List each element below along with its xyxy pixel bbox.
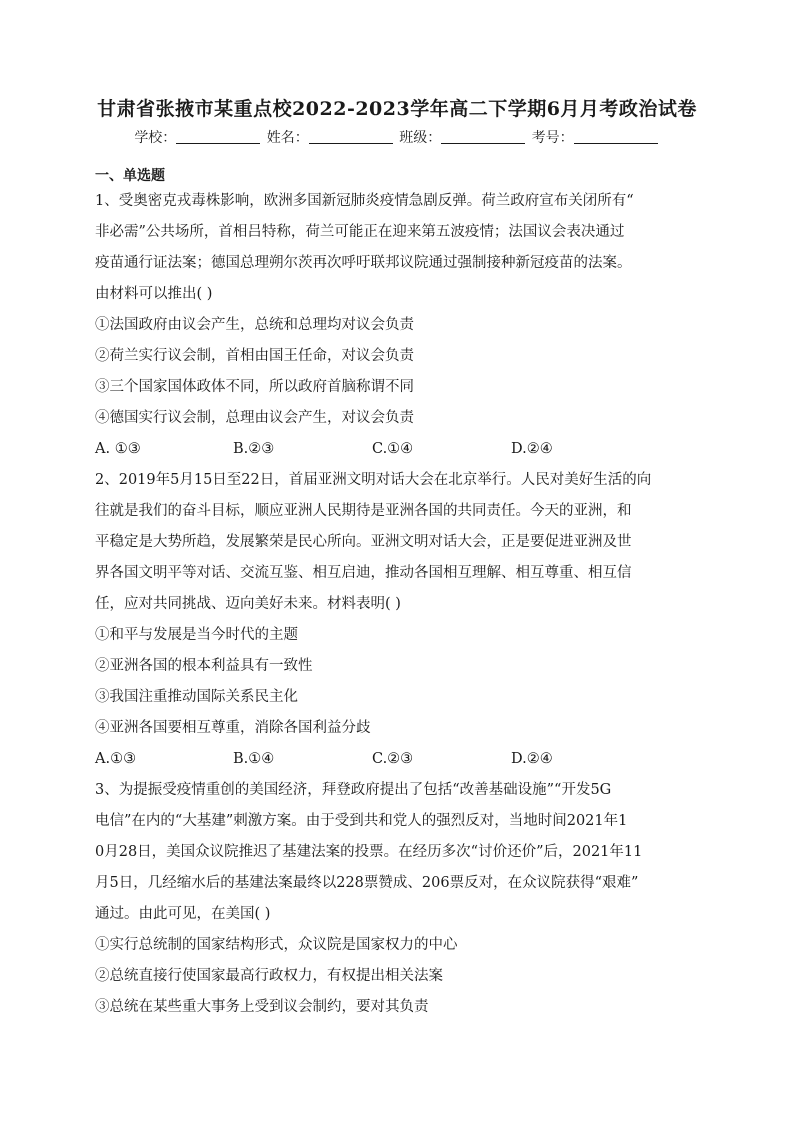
question-stem-line: 通过。由此可见，在美国( ): [95, 906, 271, 922]
question-stem-line: 非必需”公共场所，首相吕特称，荷兰可能正在迎来第五波疫情；法国议会表决通过: [95, 224, 625, 240]
number-label: 考号：: [531, 130, 574, 146]
statement-option: ②亚洲各国的根本利益具有一致性: [95, 658, 313, 674]
statement-option: ②总统直接行使国家最高行政权力，有权提出相关法案: [95, 968, 443, 984]
student-info-row: [0, 127, 794, 147]
class-blank[interactable]: [441, 130, 525, 144]
name-label: 姓名：: [266, 130, 309, 146]
question-stem-line: 界各国文明平等对话、交流互鉴、相互启迪，推动各国相互理解、相互尊重、相互信: [95, 565, 632, 581]
answer-choice-c[interactable]: C.②③: [372, 751, 414, 767]
section-heading: 一、单选题: [95, 168, 165, 184]
answer-choice-a[interactable]: A. ①③: [95, 441, 141, 457]
question-stem-line: 2、2019年5月15日至22日，首届亚洲文明对话大会在北京举行。人民对美好生活的向: [95, 472, 652, 488]
question-stem-line: 0月28日，美国众议院推迟了基建法案的投票。在经历多次“讨价还价”后，2021年11: [95, 844, 643, 860]
question-1: [95, 186, 701, 465]
statement-option: ②荷兰实行议会制，首相由国王任命，对议会负责: [95, 348, 414, 364]
question-stem-line: 3、为提振受疫情重创的美国经济，拜登政府提出了包括“改善基础设施”“开发5G: [95, 782, 612, 798]
answer-choice-c[interactable]: C.①④: [372, 441, 414, 457]
answer-choices: [95, 744, 701, 775]
answer-choice-d[interactable]: D.②④: [511, 441, 553, 457]
statement-option: ④德国实行议会制，总理由议会产生，对议会负责: [95, 410, 414, 426]
statement-option: ③总统在某些重大事务上受到议会制约，要对其负责: [95, 999, 429, 1015]
question-list: [95, 186, 701, 1023]
answer-choice-b[interactable]: B.①④: [233, 751, 275, 767]
question-stem-line: 由材料可以推出( ): [95, 286, 213, 302]
statement-option: ③三个国家国体政体不同，所以政府首脑称谓不同: [95, 379, 414, 395]
question-stem-line: 往就是我们的奋斗目标，顺应亚洲人民期待是亚洲各国的共同责任。今天的亚洲，和: [95, 503, 632, 519]
question-stem-line: 电信”在内的“大基建”刺激方案。由于受到共和党人的强烈反对，当地时间2021年1: [95, 813, 628, 829]
answer-choice-b[interactable]: B.②③: [233, 441, 275, 457]
question-stem-line: 疫苗通行证法案；德国总理朔尔茨再次呼吁联邦议院通过强制接种新冠疫苗的法案。: [95, 255, 632, 271]
class-label: 班级：: [399, 130, 442, 146]
question-stem-line: 月5日，几经缩水后的基建法案最终以228票赞成、206票反对，在众议院获得“艰难”: [95, 875, 639, 891]
school-blank[interactable]: [176, 130, 260, 144]
question-3: [95, 775, 701, 1023]
question-stem-line: 1、受奥密克戎毒株影响，欧洲多国新冠肺炎疫情急剧反弹。荷兰政府宣布关闭所有“: [95, 193, 634, 209]
question-stem-line: 任，应对共同挑战、迈向美好未来。材料表明( ): [95, 596, 401, 612]
exam-title: 甘肃省张掖市某重点校2022-2023学年高二下学期6月月考政治试卷: [97, 98, 697, 120]
statement-option: ①实行总统制的国家结构形式，众议院是国家权力的中心: [95, 937, 458, 953]
number-blank[interactable]: [574, 130, 658, 144]
answer-choice-a[interactable]: A.①③: [95, 751, 137, 767]
statement-option: ③我国注重推动国际关系民主化: [95, 689, 298, 705]
answer-choices: [95, 434, 701, 465]
statement-option: ①和平与发展是当今时代的主题: [95, 627, 298, 643]
statement-option: ④亚洲各国要相互尊重，消除各国利益分歧: [95, 720, 371, 736]
statement-option: ①法国政府由议会产生，总统和总理均对议会负责: [95, 317, 414, 333]
name-blank[interactable]: [309, 130, 393, 144]
question-2: [95, 465, 701, 775]
question-stem-line: 平稳定是大势所趋，发展繁荣是民心所向。亚洲文明对话大会，正是要促进亚洲及世: [95, 534, 632, 550]
answer-choice-d[interactable]: D.②④: [511, 751, 553, 767]
school-label: 学校：: [134, 130, 177, 146]
